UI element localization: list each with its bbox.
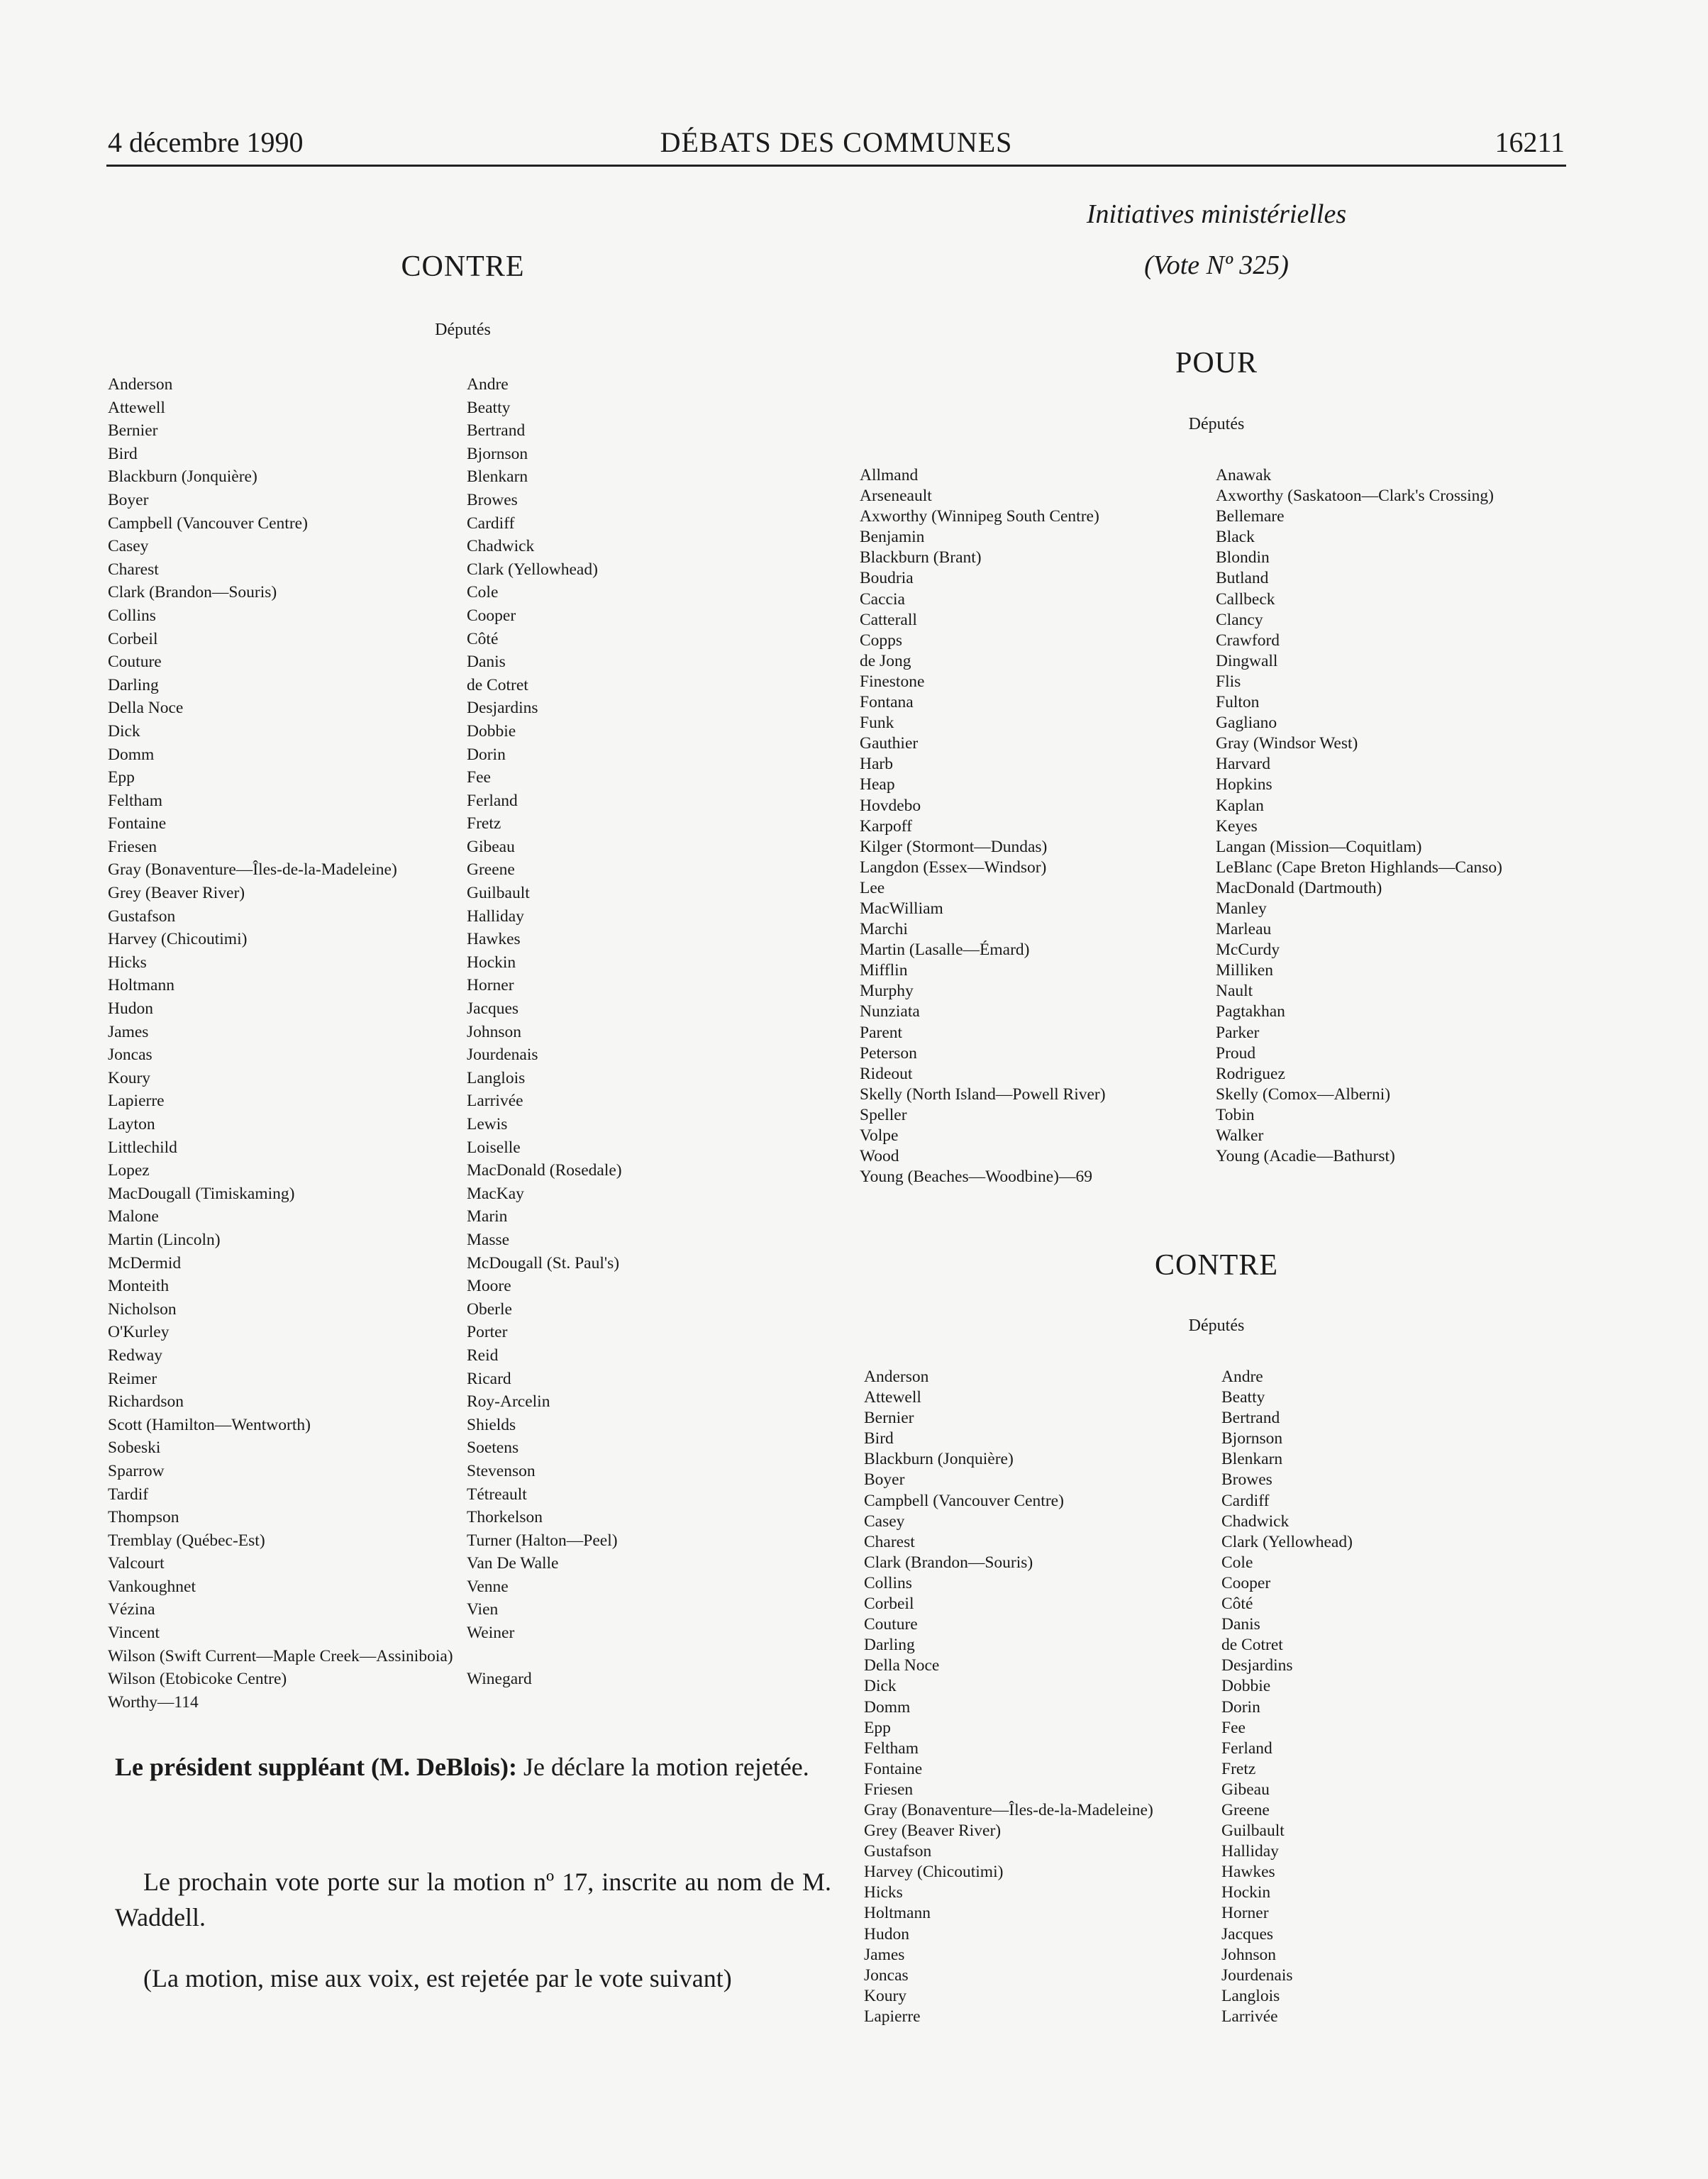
member-name: Skelly (Comox—Alberni) bbox=[1216, 1085, 1391, 1104]
member-name: Darling bbox=[864, 1636, 915, 1655]
member-name bbox=[467, 1645, 622, 1668]
member-name: Boyer bbox=[864, 1470, 905, 1490]
member-name: Friesen bbox=[864, 1780, 914, 1799]
member-name: de Cotret bbox=[467, 675, 528, 694]
member-name: Shields bbox=[467, 1415, 516, 1434]
member-name: Heap bbox=[860, 775, 895, 794]
member-name: Campbell (Vancouver Centre) bbox=[864, 1491, 1064, 1510]
member-name: Domm bbox=[108, 745, 155, 764]
member-name: Bellemare bbox=[1216, 507, 1285, 526]
member-name: Flis bbox=[1216, 672, 1241, 691]
member-name: Beatty bbox=[467, 398, 511, 417]
chair-statement-text: Je déclare la motion rejetée. bbox=[517, 1753, 809, 1781]
member-name: de Cotret bbox=[1221, 1636, 1283, 1655]
member-name: Danis bbox=[467, 653, 506, 672]
member-name: Beatty bbox=[1221, 1388, 1265, 1407]
left-contre-heading: CONTRE bbox=[401, 250, 525, 283]
right-contre-names-col2 bbox=[1221, 1367, 1353, 2027]
member-name: Ricard bbox=[467, 1369, 511, 1388]
member-name: Guilbault bbox=[1221, 1822, 1285, 1841]
member-name: Bjornson bbox=[1221, 1429, 1283, 1448]
member-name: Manley bbox=[1216, 899, 1267, 918]
member-name: Charest bbox=[864, 1532, 915, 1551]
member-name: Clark (Yellowhead) bbox=[467, 560, 598, 579]
member-name: Anawak bbox=[1216, 466, 1272, 484]
member-name: Turner (Halton—Peel) bbox=[467, 1531, 618, 1550]
member-name: Blenkarn bbox=[467, 467, 528, 487]
member-name: Feltham bbox=[108, 791, 163, 810]
member-name: Gibeau bbox=[467, 837, 515, 856]
member-name: Finestone bbox=[860, 672, 925, 691]
member-name: Karpoff bbox=[860, 816, 912, 836]
member-name: Speller bbox=[860, 1105, 907, 1124]
member-name: Vincent bbox=[108, 1624, 160, 1643]
member-name: Layton bbox=[108, 1115, 155, 1133]
member-name: Cole bbox=[1221, 1553, 1253, 1572]
member-name: Weiner bbox=[467, 1624, 515, 1643]
member-name: Couture bbox=[864, 1615, 918, 1634]
member-name: LeBlanc (Cape Breton Highlands—Canso) bbox=[1216, 858, 1502, 877]
member-name: Della Noce bbox=[108, 699, 184, 718]
member-name: Skelly (North Island—Powell River) bbox=[860, 1085, 1106, 1104]
member-name: Catterall bbox=[860, 610, 917, 629]
chair-statement bbox=[115, 1749, 831, 1785]
member-name: de Jong bbox=[860, 651, 911, 670]
member-name: Gray (Windsor West) bbox=[1216, 734, 1358, 753]
member-name: Littlechild bbox=[108, 1138, 177, 1157]
member-name: Feltham bbox=[864, 1739, 919, 1758]
member-name: MacDonald (Dartmouth) bbox=[1216, 878, 1382, 897]
member-name: Collins bbox=[864, 1573, 912, 1592]
member-name: Langlois bbox=[1221, 1986, 1280, 2005]
member-name: Campbell (Vancouver Centre) bbox=[108, 514, 308, 533]
member-name: Wood bbox=[860, 1147, 899, 1166]
member-name: Domm bbox=[864, 1697, 911, 1717]
member-name: Dick bbox=[108, 721, 140, 741]
member-name: Tremblay (Québec-Est) bbox=[108, 1531, 265, 1550]
member-name: Larrivée bbox=[1221, 2007, 1278, 2026]
member-name: Vézina bbox=[108, 1600, 155, 1619]
member-name: Jacques bbox=[467, 999, 519, 1019]
member-name: Hudon bbox=[864, 1924, 909, 1944]
member-name: Lapierre bbox=[108, 1092, 165, 1111]
member-name: Harb bbox=[860, 755, 893, 774]
member-name: Attewell bbox=[864, 1388, 921, 1407]
member-name: Cooper bbox=[1221, 1573, 1271, 1592]
member-name: Martin (Lincoln) bbox=[108, 1230, 221, 1249]
member-name: Joncas bbox=[108, 1046, 152, 1065]
member-name: Reimer bbox=[108, 1369, 157, 1388]
member-name: Peterson bbox=[860, 1043, 917, 1063]
right-contre-subheading: Députés bbox=[1188, 1316, 1245, 1335]
member-name: Oberle bbox=[467, 1299, 512, 1319]
member-name: Hawkes bbox=[1221, 1863, 1275, 1882]
member-name: Kilger (Stormont—Dundas) bbox=[860, 837, 1048, 856]
member-name: Horner bbox=[467, 976, 514, 995]
member-name: Hopkins bbox=[1216, 775, 1272, 794]
member-name: Kaplan bbox=[1216, 796, 1264, 815]
member-name: MacWilliam bbox=[860, 899, 943, 918]
right-contre-heading: CONTRE bbox=[1155, 1249, 1278, 1282]
member-name: Dobbie bbox=[1221, 1677, 1271, 1696]
member-name: Tétreault bbox=[467, 1485, 527, 1504]
member-name: Hovdebo bbox=[860, 796, 921, 815]
member-name: Allmand bbox=[860, 466, 919, 484]
member-name: Fontaine bbox=[864, 1759, 923, 1778]
member-name: Ferland bbox=[467, 791, 518, 810]
member-name: Koury bbox=[108, 1068, 151, 1087]
member-name: McDermid bbox=[108, 1253, 182, 1273]
member-name: Gray (Bonaventure—Îles-de-la-Madeleine) bbox=[108, 860, 397, 880]
member-name: Volpe bbox=[860, 1126, 899, 1145]
member-name: Gray (Bonaventure—Îles-de-la-Madeleine) bbox=[864, 1800, 1153, 1819]
member-name: Martin (Lasalle—Émard) bbox=[860, 941, 1030, 960]
member-name: Grey (Beaver River) bbox=[108, 884, 245, 903]
member-name: Rodriguez bbox=[1216, 1064, 1285, 1083]
member-name: Anderson bbox=[864, 1368, 929, 1386]
member-name: Thompson bbox=[108, 1508, 179, 1527]
member-name: Lapierre bbox=[864, 2007, 921, 2026]
member-name: Milliken bbox=[1216, 961, 1273, 980]
member-name: Larrivée bbox=[467, 1092, 523, 1111]
member-name: Boyer bbox=[108, 490, 149, 509]
member-name: Desjardins bbox=[1221, 1656, 1293, 1675]
member-name: Sobeski bbox=[108, 1438, 161, 1458]
member-name: Andre bbox=[467, 375, 509, 394]
member-name: Redway bbox=[108, 1346, 163, 1365]
member-name: Young (Beaches—Woodbine)—69 bbox=[860, 1168, 1092, 1187]
member-name: Epp bbox=[108, 768, 135, 787]
member-name: Proud bbox=[1216, 1043, 1256, 1063]
member-name: Monteith bbox=[108, 1277, 170, 1296]
member-name: Arseneault bbox=[860, 487, 932, 506]
member-name: Horner bbox=[1221, 1904, 1269, 1923]
member-name: Bertrand bbox=[467, 421, 526, 440]
page-header bbox=[106, 125, 1566, 167]
member-name: Masse bbox=[467, 1230, 510, 1249]
member-name: Nicholson bbox=[108, 1299, 177, 1319]
member-name: Stevenson bbox=[467, 1461, 536, 1480]
member-name: Hockin bbox=[1221, 1883, 1271, 1902]
member-name: Casey bbox=[108, 537, 149, 556]
member-name: Cooper bbox=[467, 606, 516, 625]
member-name: Nault bbox=[1216, 982, 1253, 1001]
member-name: Fulton bbox=[1216, 693, 1260, 712]
pour-names-col1 bbox=[860, 465, 1106, 1187]
member-name: Hawkes bbox=[467, 930, 521, 949]
member-name: Walker bbox=[1216, 1126, 1264, 1145]
member-name: Della Noce bbox=[864, 1656, 940, 1675]
member-name: Blackburn (Jonquière) bbox=[864, 1450, 1014, 1469]
member-name: Dorin bbox=[467, 745, 506, 764]
member-name: Hudon bbox=[108, 999, 153, 1019]
member-name: Harvey (Chicoutimi) bbox=[108, 930, 248, 949]
member-name: Mifflin bbox=[860, 961, 908, 980]
member-name: Crawford bbox=[1216, 631, 1280, 650]
member-name: Langdon (Essex—Windsor) bbox=[860, 858, 1047, 877]
right-pour-heading: POUR bbox=[1175, 347, 1258, 379]
member-name: Fee bbox=[467, 768, 491, 787]
member-name: Keyes bbox=[1216, 816, 1258, 836]
member-name: Blenkarn bbox=[1221, 1450, 1283, 1469]
member-name: Dobbie bbox=[467, 721, 516, 741]
member-name: Fee bbox=[1221, 1718, 1246, 1737]
member-name: Harvey (Chicoutimi) bbox=[864, 1863, 1004, 1882]
right-vote-number: (Vote Nº 325) bbox=[1144, 250, 1289, 280]
member-name: Côté bbox=[467, 629, 499, 648]
member-name: Malone bbox=[108, 1207, 159, 1226]
member-name: Callbeck bbox=[1216, 589, 1275, 609]
member-name: McCurdy bbox=[1216, 941, 1280, 960]
member-name: Ferland bbox=[1221, 1739, 1272, 1758]
member-name: Friesen bbox=[108, 837, 157, 856]
member-name: MacDougall (Timiskaming) bbox=[108, 1184, 295, 1203]
member-name: Dick bbox=[864, 1677, 897, 1696]
member-name: Attewell bbox=[108, 398, 165, 417]
member-name: Holtmann bbox=[108, 976, 174, 995]
member-name: Epp bbox=[864, 1718, 891, 1737]
member-name: Richardson bbox=[108, 1392, 184, 1412]
member-name: Charest bbox=[108, 560, 159, 579]
member-name: MacDonald (Rosedale) bbox=[467, 1161, 622, 1180]
member-name: Hicks bbox=[864, 1883, 903, 1902]
member-name: Fretz bbox=[1221, 1759, 1256, 1778]
member-name: Browes bbox=[467, 490, 518, 509]
member-name: Lee bbox=[860, 878, 885, 897]
member-name: Gagliano bbox=[1216, 714, 1277, 733]
member-name: Winegard bbox=[467, 1670, 532, 1689]
member-name: Danis bbox=[1221, 1615, 1260, 1634]
member-name: Jacques bbox=[1221, 1924, 1274, 1944]
member-name: Loiselle bbox=[467, 1138, 521, 1157]
member-name: Cole bbox=[467, 583, 499, 602]
member-name: Blondin bbox=[1216, 548, 1270, 567]
member-name: Axworthy (Saskatoon—Clark's Crossing) bbox=[1216, 487, 1494, 506]
member-name: Axworthy (Winnipeg South Centre) bbox=[860, 507, 1099, 526]
member-name: Harvard bbox=[1216, 755, 1270, 774]
member-name: Anderson bbox=[108, 375, 173, 394]
member-name: Lewis bbox=[467, 1115, 508, 1133]
member-name: James bbox=[864, 1945, 905, 1964]
member-name: Dorin bbox=[1221, 1697, 1260, 1717]
member-name: Chadwick bbox=[1221, 1512, 1290, 1531]
member-name: Thorkelson bbox=[467, 1508, 543, 1527]
member-name: Marchi bbox=[860, 920, 908, 939]
member-name: Chadwick bbox=[467, 537, 535, 556]
member-name: Porter bbox=[467, 1323, 508, 1342]
member-name: Casey bbox=[864, 1512, 905, 1531]
member-name: Young (Acadie—Bathurst) bbox=[1216, 1147, 1395, 1166]
member-name: Valcourt bbox=[108, 1554, 165, 1573]
member-name: Fretz bbox=[467, 814, 501, 833]
right-section-title: Initiatives ministérielles bbox=[1086, 199, 1347, 229]
right-pour-subheading: Députés bbox=[1188, 415, 1245, 433]
member-name: Butland bbox=[1216, 569, 1269, 588]
left-deputes-subheading: Députés bbox=[435, 321, 491, 339]
header-page-number: 16211 bbox=[1494, 126, 1565, 158]
member-name: Rideout bbox=[860, 1064, 913, 1083]
member-name: Bernier bbox=[108, 421, 158, 440]
member-name: Cardiff bbox=[1221, 1491, 1270, 1510]
member-name: Halliday bbox=[1221, 1842, 1279, 1861]
member-name: Browes bbox=[1221, 1470, 1272, 1490]
member-name: James bbox=[108, 1022, 149, 1041]
member-name: McDougall (St. Paul's) bbox=[467, 1253, 620, 1273]
member-name: Tobin bbox=[1216, 1105, 1255, 1124]
member-name: Funk bbox=[860, 714, 894, 733]
member-name: Clark (Yellowhead) bbox=[1221, 1532, 1353, 1551]
member-name: Koury bbox=[864, 1986, 907, 2005]
member-name: Guilbault bbox=[467, 884, 530, 903]
member-name: Clark (Brandon—Souris) bbox=[864, 1553, 1033, 1572]
member-name: Jourdenais bbox=[1221, 1965, 1293, 1985]
member-name: Jourdenais bbox=[467, 1046, 538, 1065]
member-name: Parent bbox=[860, 1023, 903, 1042]
member-name: Joncas bbox=[864, 1965, 909, 1985]
member-name: Wilson (Swift Current—Maple Creek—Assiniboia) bbox=[108, 1646, 453, 1665]
member-name: Couture bbox=[108, 653, 162, 672]
member-name: Scott (Hamilton—Wentworth) bbox=[108, 1415, 311, 1434]
member-name: Langlois bbox=[467, 1068, 526, 1087]
member-name: Greene bbox=[467, 860, 515, 880]
member-name: Collins bbox=[108, 606, 156, 625]
left-contre-names-col2 bbox=[467, 373, 622, 1691]
member-name: Boudria bbox=[860, 569, 914, 588]
member-name: Holtmann bbox=[864, 1904, 931, 1923]
member-name: Gustafson bbox=[864, 1842, 932, 1861]
member-name: Bernier bbox=[864, 1409, 914, 1428]
member-name: Pagtakhan bbox=[1216, 1002, 1285, 1021]
member-name: Hockin bbox=[467, 953, 516, 972]
member-name: Sparrow bbox=[108, 1461, 165, 1480]
member-name: Nunziata bbox=[860, 1002, 920, 1021]
member-name: Corbeil bbox=[108, 629, 158, 648]
member-name: Halliday bbox=[467, 906, 524, 926]
member-name: Greene bbox=[1221, 1800, 1270, 1819]
member-name: Tardif bbox=[108, 1485, 149, 1504]
member-name: Marleau bbox=[1216, 920, 1272, 939]
member-name: Johnson bbox=[1221, 1945, 1277, 1964]
member-name: Wilson (Etobicoke Centre) bbox=[108, 1670, 287, 1689]
member-name: Fontana bbox=[860, 693, 914, 712]
member-name: Moore bbox=[467, 1277, 511, 1296]
member-name: Lopez bbox=[108, 1161, 150, 1180]
next-vote-paragraph: Le prochain vote porte sur la motion nº 17, inscrite au nom de M. Waddell. bbox=[115, 1868, 831, 1931]
member-name: Vien bbox=[467, 1600, 499, 1619]
member-name: Desjardins bbox=[467, 699, 538, 718]
member-name: Fontaine bbox=[108, 814, 167, 833]
right-contre-names-col1 bbox=[864, 1367, 1153, 2027]
member-name: Côté bbox=[1221, 1595, 1253, 1614]
member-name: Blackburn (Jonquière) bbox=[108, 467, 257, 487]
chair-speaker: Le président suppléant (M. DeBlois): bbox=[115, 1753, 517, 1781]
member-name: Black bbox=[1216, 528, 1255, 547]
member-name: Bird bbox=[864, 1429, 894, 1448]
member-name: Soetens bbox=[467, 1438, 519, 1458]
member-name: Hicks bbox=[108, 953, 147, 972]
member-name: Clark (Brandon—Souris) bbox=[108, 583, 277, 602]
member-name: Murphy bbox=[860, 982, 914, 1001]
member-name: Caccia bbox=[860, 589, 905, 609]
member-name: Gustafson bbox=[108, 906, 176, 926]
member-name: MacKay bbox=[467, 1184, 524, 1203]
member-name: Roy-Arcelin bbox=[467, 1392, 550, 1412]
member-name: Clancy bbox=[1216, 610, 1263, 629]
member-name: Bertrand bbox=[1221, 1409, 1280, 1428]
member-name: Langan (Mission—Coquitlam) bbox=[1216, 837, 1422, 856]
member-name: Parker bbox=[1216, 1023, 1260, 1042]
member-name: O'Kurley bbox=[108, 1323, 170, 1342]
member-name: Andre bbox=[1221, 1368, 1263, 1386]
member-name: Worthy—114 bbox=[108, 1692, 199, 1712]
motion-result-paragraph: (La motion, mise aux voix, est rejetée par le vote suivant) bbox=[143, 1964, 732, 1992]
member-name: Blackburn (Brant) bbox=[860, 548, 982, 567]
member-name: Grey (Beaver River) bbox=[864, 1822, 1002, 1841]
member-name: Vankoughnet bbox=[108, 1577, 196, 1596]
member-name: Cardiff bbox=[467, 514, 515, 533]
left-contre-names-col1 bbox=[108, 373, 453, 1714]
member-name: Gibeau bbox=[1221, 1780, 1270, 1799]
pour-names-col2 bbox=[1216, 465, 1502, 1167]
member-name: Corbeil bbox=[864, 1595, 914, 1614]
member-name: Venne bbox=[467, 1577, 509, 1596]
member-name: Darling bbox=[108, 675, 159, 694]
member-name: Johnson bbox=[467, 1022, 522, 1041]
header-title: DÉBATS DES COMMUNES bbox=[660, 126, 1013, 158]
member-name: Reid bbox=[467, 1346, 499, 1365]
header-date: 4 décembre 1990 bbox=[108, 126, 304, 158]
member-name: Van De Walle bbox=[467, 1554, 559, 1573]
member-name: Dingwall bbox=[1216, 651, 1278, 670]
member-name: Gauthier bbox=[860, 734, 919, 753]
member-name: Marin bbox=[467, 1207, 508, 1226]
member-name: Copps bbox=[860, 631, 903, 650]
member-name: Bjornson bbox=[467, 444, 528, 463]
member-name: Benjamin bbox=[860, 528, 925, 547]
member-name: Bird bbox=[108, 444, 138, 463]
